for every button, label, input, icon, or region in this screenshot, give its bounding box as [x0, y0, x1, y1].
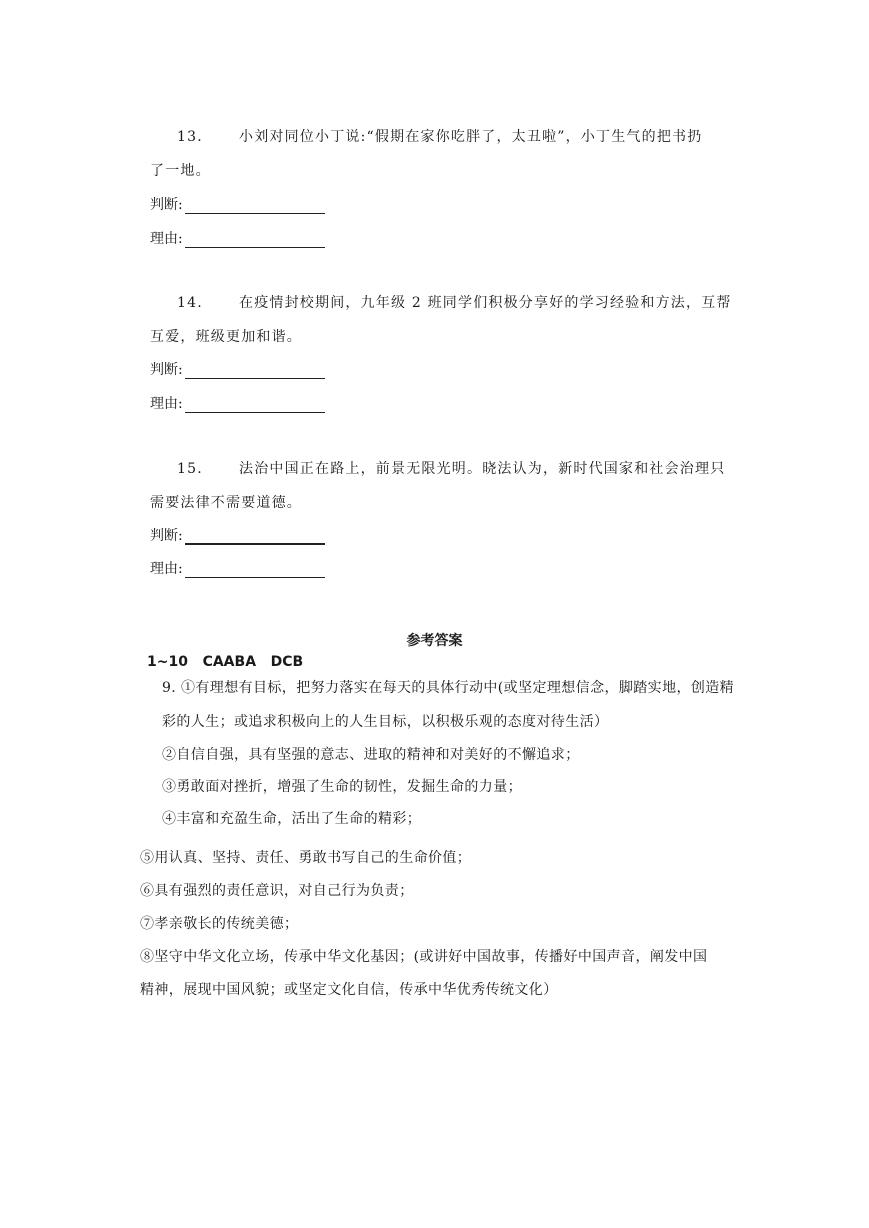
- question-13-line-2: 了一地。: [150, 163, 211, 179]
- answer-line: 精神，展现中国风貌；或坚定文化自信，传承中华优秀传统文化）: [140, 982, 558, 998]
- answer-line: ⑦孝亲敬长的传统美德；: [140, 916, 299, 932]
- question-14-reason-field[interactable]: [150, 393, 325, 413]
- reason-blank[interactable]: [185, 396, 325, 413]
- judge-blank[interactable]: [185, 362, 325, 379]
- reason-label: 理由:: [150, 396, 183, 412]
- answer-line: ③勇敢面对挫折，增强了生命的韧性，发掘生命的力量；: [162, 779, 522, 795]
- question-13-line-1: [177, 126, 702, 146]
- judge-label: 判断:: [150, 362, 183, 378]
- answer-line: ④丰富和充盈生命，活出了生命的精彩；: [162, 811, 422, 827]
- question-15-judge-field[interactable]: [150, 525, 325, 545]
- question-15-line-1: [177, 458, 725, 478]
- question-15-number: 15.: [177, 461, 203, 477]
- question-15-reason-field[interactable]: [150, 558, 325, 578]
- answer-line: ⑧坚守中华文化立场，传承中华文化基因；(或讲好中国故事，传播好中国声音，阐发中国: [140, 949, 708, 965]
- question-13-text: 小刘对同位小丁说:“假期在家你吃胖了，太丑啦”，小丁生气的把书扔: [239, 129, 703, 145]
- reason-label: 理由:: [150, 231, 183, 247]
- judge-blank[interactable]: [185, 527, 325, 545]
- answer-line: ⑤用认真、坚持、责任、勇敢书写自己的生命价值；: [140, 850, 472, 866]
- question-14-text: 在疫情封校期间，九年级 2 班同学们积极分享好的学习经验和方法，互帮: [239, 295, 732, 311]
- question-14-line-2: 互爱，班级更加和谐。: [150, 329, 302, 345]
- judge-label: 判断:: [150, 197, 183, 213]
- question-14-judge-field[interactable]: [150, 359, 325, 379]
- reason-blank[interactable]: [185, 231, 325, 248]
- answer-line: 彩的人生；或追求积极向上的人生目标，以积极乐观的态度对待生活）: [162, 714, 609, 730]
- reason-blank[interactable]: [185, 561, 325, 578]
- answer-line: ②自信自强，具有坚强的意志、进取的精神和对美好的不懈追求；: [162, 747, 580, 763]
- question-15-text: 法治中国正在路上，前景无限光明。晓法认为，新时代国家和社会治理只: [239, 461, 726, 477]
- question-14-number: 14.: [177, 295, 203, 311]
- answer-line: 9. ①有理想有目标，把努力落实在每天的具体行动中(或坚定理想信念，脚踏实地，创造精: [162, 680, 735, 696]
- question-13-reason-field[interactable]: [150, 228, 325, 248]
- judge-blank[interactable]: [185, 197, 325, 214]
- question-13-judge-field[interactable]: [150, 194, 325, 214]
- answer-key-choices: 1~10 CAABA DCB: [147, 654, 304, 670]
- answer-line: ⑥具有强烈的责任意识，对自己行为负责；: [140, 883, 414, 899]
- answer-key-title: 参考答案: [406, 633, 463, 649]
- question-14-line-1: [177, 292, 732, 312]
- question-15-line-2: 需要法律不需要道德。: [150, 495, 302, 511]
- reason-label: 理由:: [150, 561, 183, 577]
- question-13-number: 13.: [177, 129, 203, 145]
- judge-label: 判断:: [150, 528, 183, 544]
